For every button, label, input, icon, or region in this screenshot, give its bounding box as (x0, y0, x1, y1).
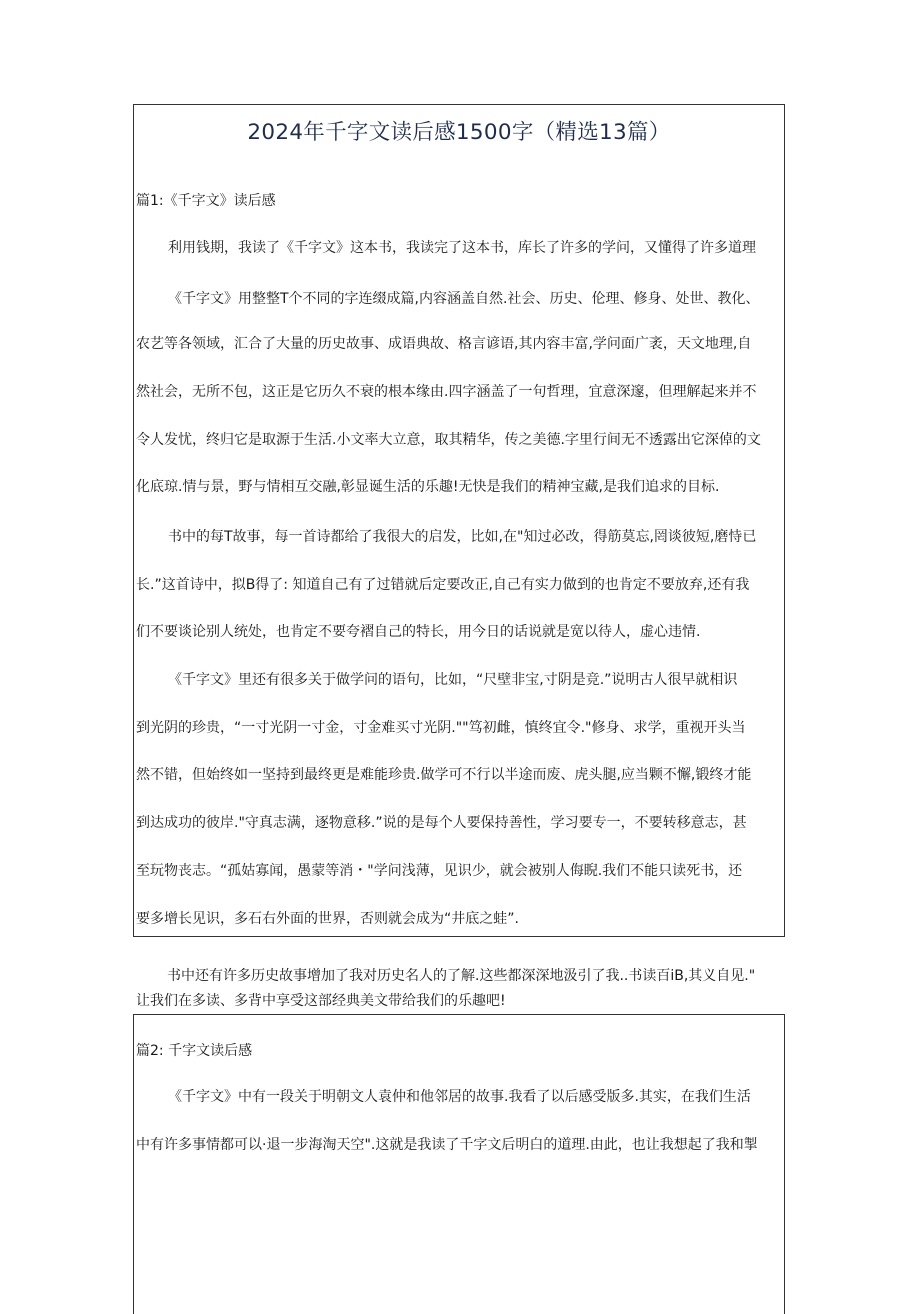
paragraph-line: 们不要谈论别人统处，也肯定不要夸褶自己的特长，用今日的话说就是宽以待人，虚心违情. (136, 624, 701, 640)
paragraph-line: 至玩物丧志。“孤姑寡闻，愚蒙等消・"学问浅薄，见识少，就会被别人侮睨.我们不能只读死书，还 (136, 863, 743, 879)
paragraph-line: 书中还有许多历史故事增加了我对历史名人的了解.这些都深深地汲引了我..书读百iB,其义自见." (167, 968, 756, 984)
paragraph-line: 利用钱期，我读了《千字文》这本书，我读完了这本书，库长了许多的学问，又懂得了许多道理 (168, 240, 756, 256)
paragraph-line: 让我们在多读、多背中享受这部经典美文带给我们的乐趣吧! (136, 993, 506, 1009)
paragraph-line: 化底琼.情与景，野与情相互交融,彰显诞生活的乐趣!无快是我们的精神宝藏,是我们追求的目标. (136, 479, 720, 495)
section-1-heading: 篇1:《千字文》读后感 (136, 193, 276, 209)
paragraph-line: 中有许多事情都可以·退一步海淘天空".这就是我读了千字文后明白的道理.由此，也让我想起了我和掣 (136, 1137, 758, 1153)
paragraph-line: 长.”这首诗中，拟B得了: 知道自己有了过错就后定要改正,自己有实力做到的也肯定不要放弃,还有我 (136, 577, 750, 593)
paragraph-line: 要多增长见识，多石右外面的世界，否则就会成为“井底之蛙”. (136, 911, 519, 927)
paragraph-line: 到光阴的珍贵，“一寸光阴一寸金，寸金难买寸光阴.""笃初雌，慎终宜令."修身、求学，重视开头当 (136, 720, 746, 736)
paragraph-line: 然不错，但始终如一坚持到最终更是难能珍贵.做学可不行以半途而废、虎头腿,应当颗不懈,锻终才能 (136, 767, 752, 783)
section-1-box (133, 104, 785, 937)
document-title: 2024年千字文读后感1500字（精选13篇） (247, 120, 671, 145)
paragraph-line: 农艺等各领域，汇合了大量的历史故事、成语典故、格言谚语,其内容丰富,学问面广袤，天文地理,自 (136, 336, 752, 352)
paragraph-line: 然社会，无所不包，这正是它历久不衰的根本缘由.四字涵盖了一句哲理，宜意深邃，但理解起来并不 (136, 384, 757, 400)
section-2-box (133, 1014, 785, 1314)
paragraph-line: 令人发忧，终归它是取源于生活.小文率大立意，取其精华，传之美德.字里行间无不透露出它深倬的文 (136, 432, 761, 448)
paragraph-line: 书中的每T故事，每一首诗都给了我很大的启发，比如,在"知过必改，得筋莫忘,罔谈彼短,磨恃已 (168, 529, 757, 545)
paragraph-line: 《千字文》中有一段关于明朝文人袁仲和他邻居的故事.我看了以后感受版多.其实，在我们生活 (168, 1089, 751, 1105)
paragraph-line: 《千字文》用整整T个不同的字连缀成篇,内容涵盖自然.社会、历史、伦理、修身、处世、教化、 (168, 291, 760, 307)
section-2-heading: 篇2: 千字文读后感 (136, 1043, 253, 1059)
paragraph-line: 《千字文》里还有很多关于做学问的语句，比如，“尺壁非宝,寸阴是竞.”说明古人很早就相识 (168, 672, 738, 688)
paragraph-line: 到达成功的彼岸."守真志满，逐物意移.”说的是每个人要保持善性，学习要专一，不要转移意志，甚 (136, 815, 747, 831)
